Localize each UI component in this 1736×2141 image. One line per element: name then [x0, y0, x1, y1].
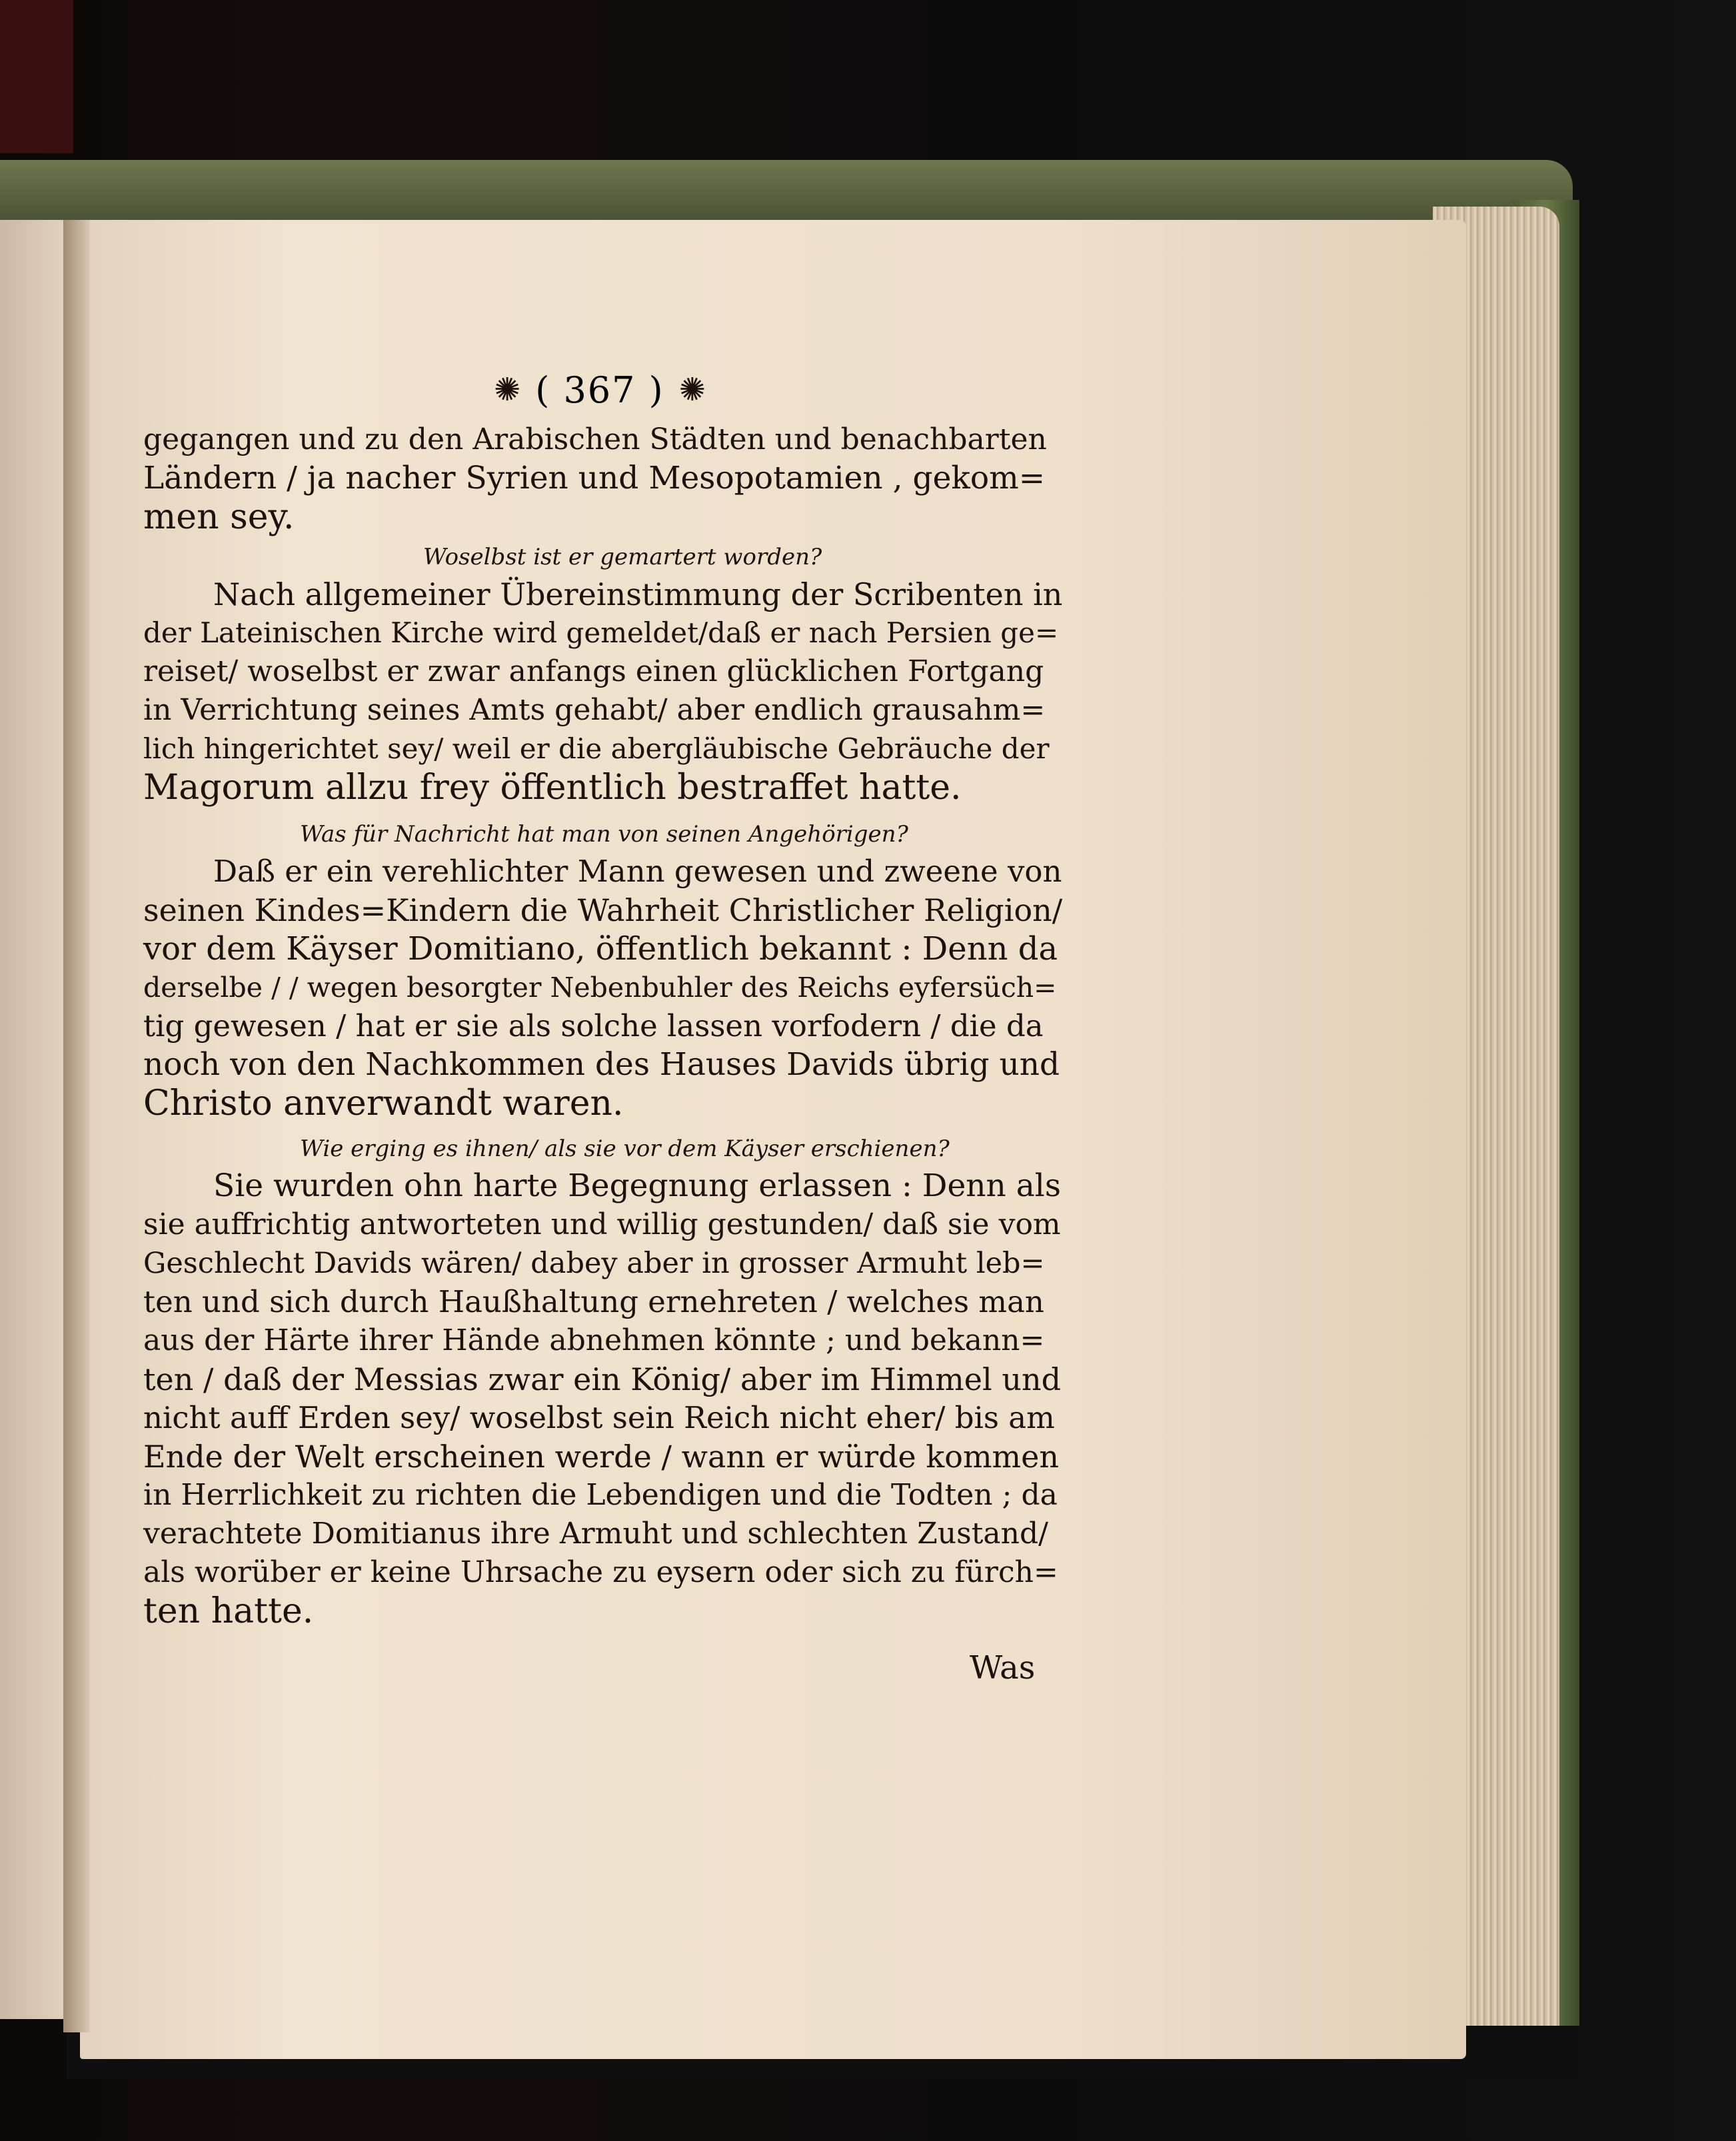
background-cloth — [0, 0, 73, 153]
text-line: seinen Kindes=Kindern die Wahrheit Christlicher Religion/ — [143, 892, 1063, 928]
text-line: in Verrichtung seines Amts gehabt/ aber endlich grausahm= — [143, 693, 1046, 727]
text-line: reiset/ woselbst er zwar anfangs einen glücklichen Fortgang — [143, 654, 1044, 688]
text-line: ten / daß der Messias zwar ein König/ aber im Himmel und — [143, 1361, 1062, 1397]
question-heading: Was für Nachricht hat man von seinen Angehörigen? — [300, 821, 908, 848]
text-line: der Lateinischen Kirche wird gemeldet/daß er nach Persien ge= — [143, 616, 1059, 649]
text-line: derselbe / / wegen besorgter Nebenbuhler des Reichs eyfersüch= — [143, 972, 1057, 1004]
ornament-left-icon: ✺ — [494, 371, 521, 408]
text-line: nicht auff Erden sey/ woselbst sein Reich nicht eher/ bis am — [143, 1400, 1055, 1435]
text-line: Nach allgemeiner Übereinstimmung der Scribenten in — [213, 576, 1063, 612]
text-line: ten hatte. — [143, 1591, 314, 1631]
text-line: verachtete Domitianus ihre Armuht und schlechten Zustand/ — [143, 1517, 1048, 1551]
text-line: sie auffrichtig antworteten und willig gestunden/ daß sie vom — [143, 1207, 1061, 1241]
text-line: als worüber er keine Uhrsache zu eysern oder sich zu fürch= — [143, 1555, 1058, 1589]
text-line: Sie wurden ohn harte Begegnung erlassen : Denn als — [213, 1167, 1061, 1204]
text-line: lich hingerichtet sey/ weil er die abergläubische Gebräuche der — [143, 732, 1050, 765]
text-line: gegangen und zu den Arabischen Städten und benachbarten — [143, 422, 1047, 456]
book-gutter — [63, 220, 90, 2032]
text-line: Magorum allzu frey öffentlich bestraffet hatte. — [143, 768, 962, 808]
text-line: vor dem Käyser Domitiano, öffentlich bekannt : Denn da — [143, 930, 1058, 968]
text-line: Geschlecht Davids wären/ dabey aber in grosser Armuht leb= — [143, 1247, 1045, 1280]
ornament-right-icon: ✺ — [678, 371, 706, 408]
text-line: men sey. — [143, 497, 295, 537]
text-line: in Herrlichkeit zu richten die Lebendigen und die Todten ; da — [143, 1478, 1058, 1512]
text-line: Christo anverwandt waren. — [143, 1083, 624, 1123]
page-number: ( 367 ) — [535, 368, 664, 411]
text-line: Daß er ein verehlichter Mann gewesen und zweene von — [213, 854, 1062, 889]
catchword: Was — [970, 1649, 1036, 1687]
question-heading: Woselbst ist er gemartert worden? — [423, 544, 822, 570]
text-line: Ende der Welt erscheinen werde / wann er würde kommen — [143, 1439, 1060, 1475]
text-line: tig gewesen / hat er sie als solche lassen vorfodern / die da — [143, 1008, 1044, 1044]
text-line: Ländern / ja nacher Syrien und Mesopotamien , gekom= — [143, 460, 1046, 496]
page-header — [486, 366, 713, 413]
text-line: noch von den Nachkommen des Hauses Davids übrig und — [143, 1046, 1060, 1083]
question-heading: Wie erging es ihnen/ als sie vor dem Käyser erschienen? — [300, 1135, 950, 1162]
text-line: ten und sich durch Haußhaltung ernehreten / welches man — [143, 1284, 1044, 1319]
text-line: aus der Härte ihrer Hände abnehmen könnte ; und bekann= — [143, 1323, 1045, 1357]
